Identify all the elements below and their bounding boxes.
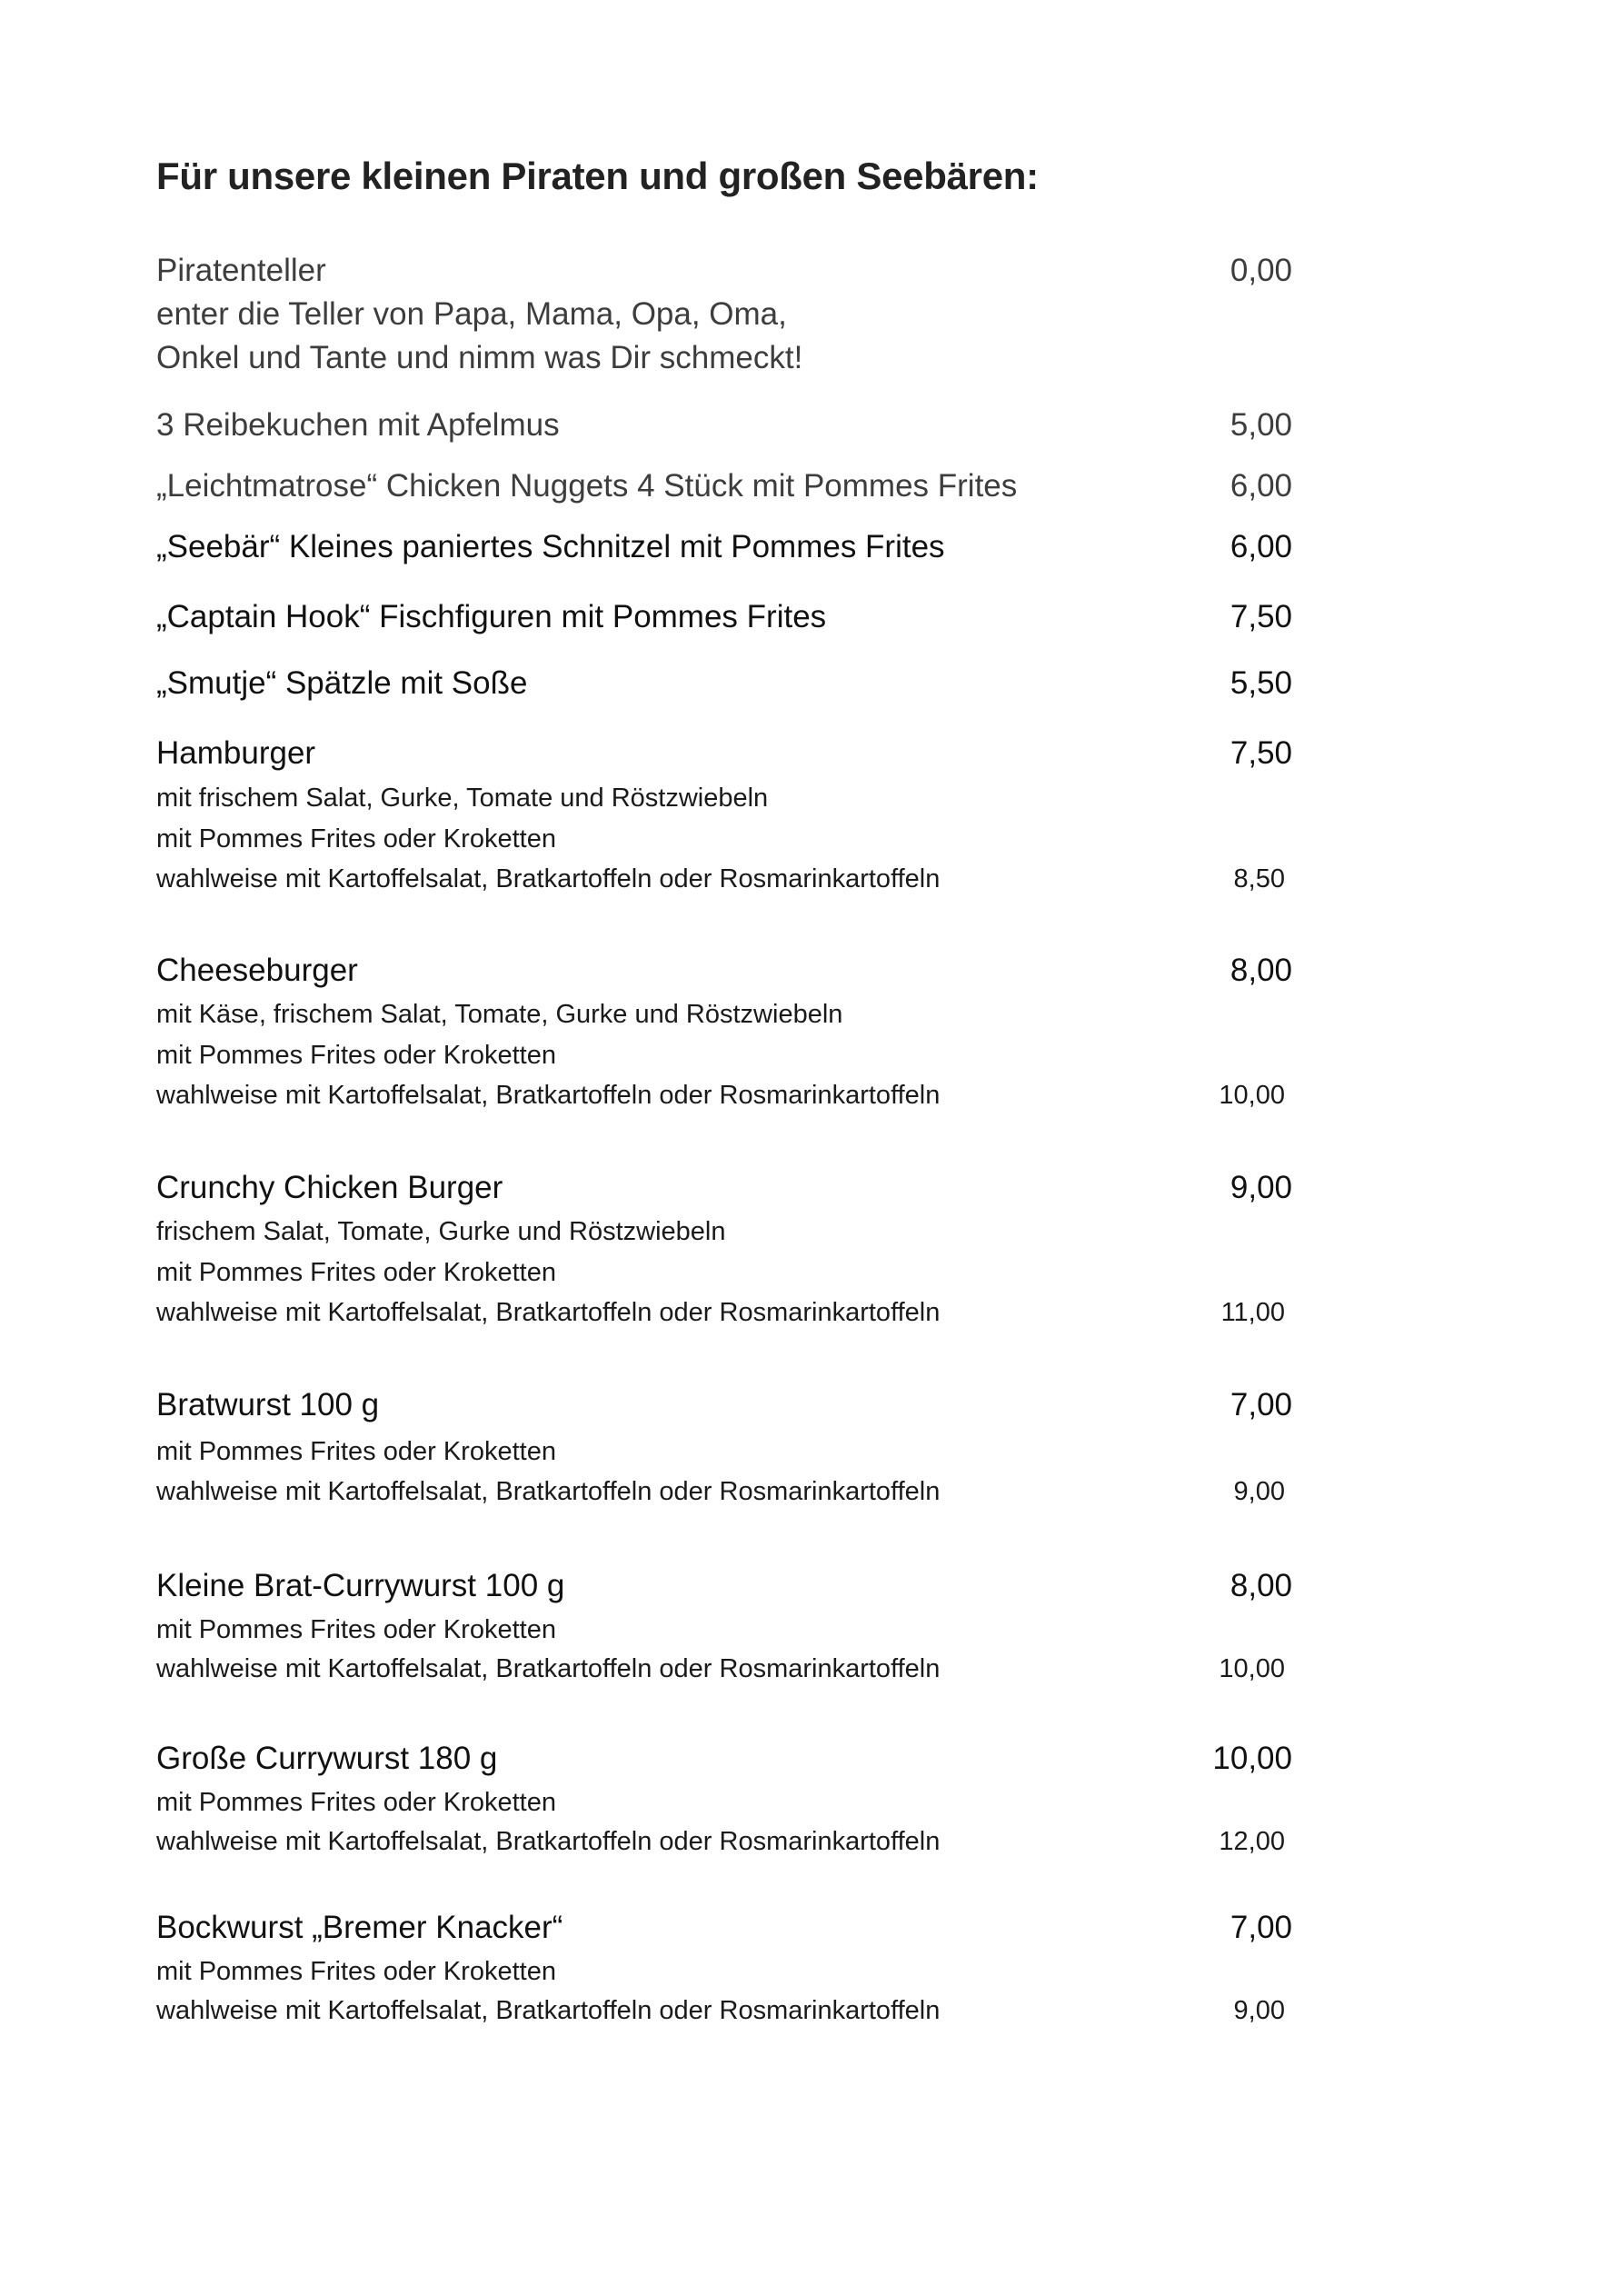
item-name: „Captain Hook“ Fischfiguren mit Pommes Frites	[156, 599, 827, 634]
item-side-option: mit Pommes Frites oder Kroketten	[156, 824, 556, 854]
item-name: „Seebär“ Kleines paniertes Schnitzel mit Pommes Frites	[156, 529, 945, 564]
item-description: frischem Salat, Tomate, Gurke und Röstzwiebeln	[156, 1217, 726, 1246]
item-name: Kleine Brat-Currywurst 100 g	[156, 1568, 565, 1603]
item-side-price: 10,00	[1219, 1081, 1285, 1110]
item-side-option: wahlweise mit Kartoffelsalat, Bratkartoffeln oder Rosmarinkartoffeln	[156, 1827, 941, 1856]
item-price: 8,00	[1230, 953, 1292, 988]
item-price: 0,00	[1230, 253, 1292, 288]
item-description: mit Käse, frischem Salat, Tomate, Gurke und Röstzwiebeln	[156, 1000, 843, 1029]
item-name: „Smutje“ Spätzle mit Soße	[156, 665, 528, 701]
item-side-option: mit Pommes Frites oder Kroketten	[156, 1957, 556, 1986]
item-price: 7,50	[1230, 735, 1292, 771]
item-price: 7,00	[1230, 1910, 1292, 1945]
item-description: mit frischem Salat, Gurke, Tomate und Röstzwiebeln	[156, 784, 769, 813]
item-price: 9,00	[1230, 1170, 1292, 1205]
item-price: 7,50	[1230, 599, 1292, 634]
item-name: Bratwurst 100 g	[156, 1387, 380, 1423]
item-side-option: wahlweise mit Kartoffelsalat, Bratkartoffeln oder Rosmarinkartoffeln	[156, 1654, 941, 1683]
item-name: „Leichtmatrose“ Chicken Nuggets 4 Stück mit Pommes Frites	[156, 468, 1018, 504]
item-side-option: wahlweise mit Kartoffelsalat, Bratkartoffeln oder Rosmarinkartoffeln	[156, 1081, 941, 1110]
item-side-option: wahlweise mit Kartoffelsalat, Bratkartoffeln oder Rosmarinkartoffeln	[156, 1996, 941, 2025]
item-side-option: wahlweise mit Kartoffelsalat, Bratkartoffeln oder Rosmarinkartoffeln	[156, 864, 941, 893]
item-price: 7,00	[1230, 1387, 1292, 1423]
item-side-option: mit Pommes Frites oder Kroketten	[156, 1788, 556, 1817]
item-side-price: 12,00	[1219, 1827, 1285, 1856]
item-name: Große Currywurst 180 g	[156, 1741, 498, 1776]
item-side-price: 9,00	[1233, 1996, 1285, 2025]
item-name: Hamburger	[156, 735, 316, 771]
item-price: 5,00	[1230, 407, 1292, 443]
item-name: Bockwurst „Bremer Knacker“	[156, 1910, 563, 1945]
item-name: Piratenteller	[156, 253, 326, 288]
item-name: 3 Reibekuchen mit Apfelmus	[156, 407, 560, 443]
item-side-price: 10,00	[1219, 1654, 1285, 1683]
item-description: enter die Teller von Papa, Mama, Opa, Oma,	[156, 296, 787, 332]
item-price: 8,00	[1230, 1568, 1292, 1603]
item-price: 10,00	[1212, 1741, 1292, 1776]
item-price: 6,00	[1230, 468, 1292, 504]
item-side-option: mit Pommes Frites oder Kroketten	[156, 1258, 556, 1287]
item-name: Crunchy Chicken Burger	[156, 1170, 503, 1205]
item-side-price: 9,00	[1233, 1477, 1285, 1506]
item-side-option: mit Pommes Frites oder Kroketten	[156, 1041, 556, 1070]
menu-heading: Für unsere kleinen Piraten und großen Seebären:	[156, 155, 1039, 197]
item-side-option: mit Pommes Frites oder Kroketten	[156, 1437, 556, 1466]
item-side-option: wahlweise mit Kartoffelsalat, Bratkartoffeln oder Rosmarinkartoffeln	[156, 1477, 941, 1506]
item-price: 6,00	[1230, 529, 1292, 564]
item-side-price: 8,50	[1233, 864, 1285, 893]
item-side-option: wahlweise mit Kartoffelsalat, Bratkartoffeln oder Rosmarinkartoffeln	[156, 1298, 941, 1327]
item-side-price: 11,00	[1220, 1298, 1285, 1327]
item-name: Cheeseburger	[156, 953, 358, 988]
item-description: Onkel und Tante und nimm was Dir schmeckt!	[156, 340, 803, 375]
item-side-option: mit Pommes Frites oder Kroketten	[156, 1615, 556, 1644]
item-price: 5,50	[1230, 665, 1292, 701]
